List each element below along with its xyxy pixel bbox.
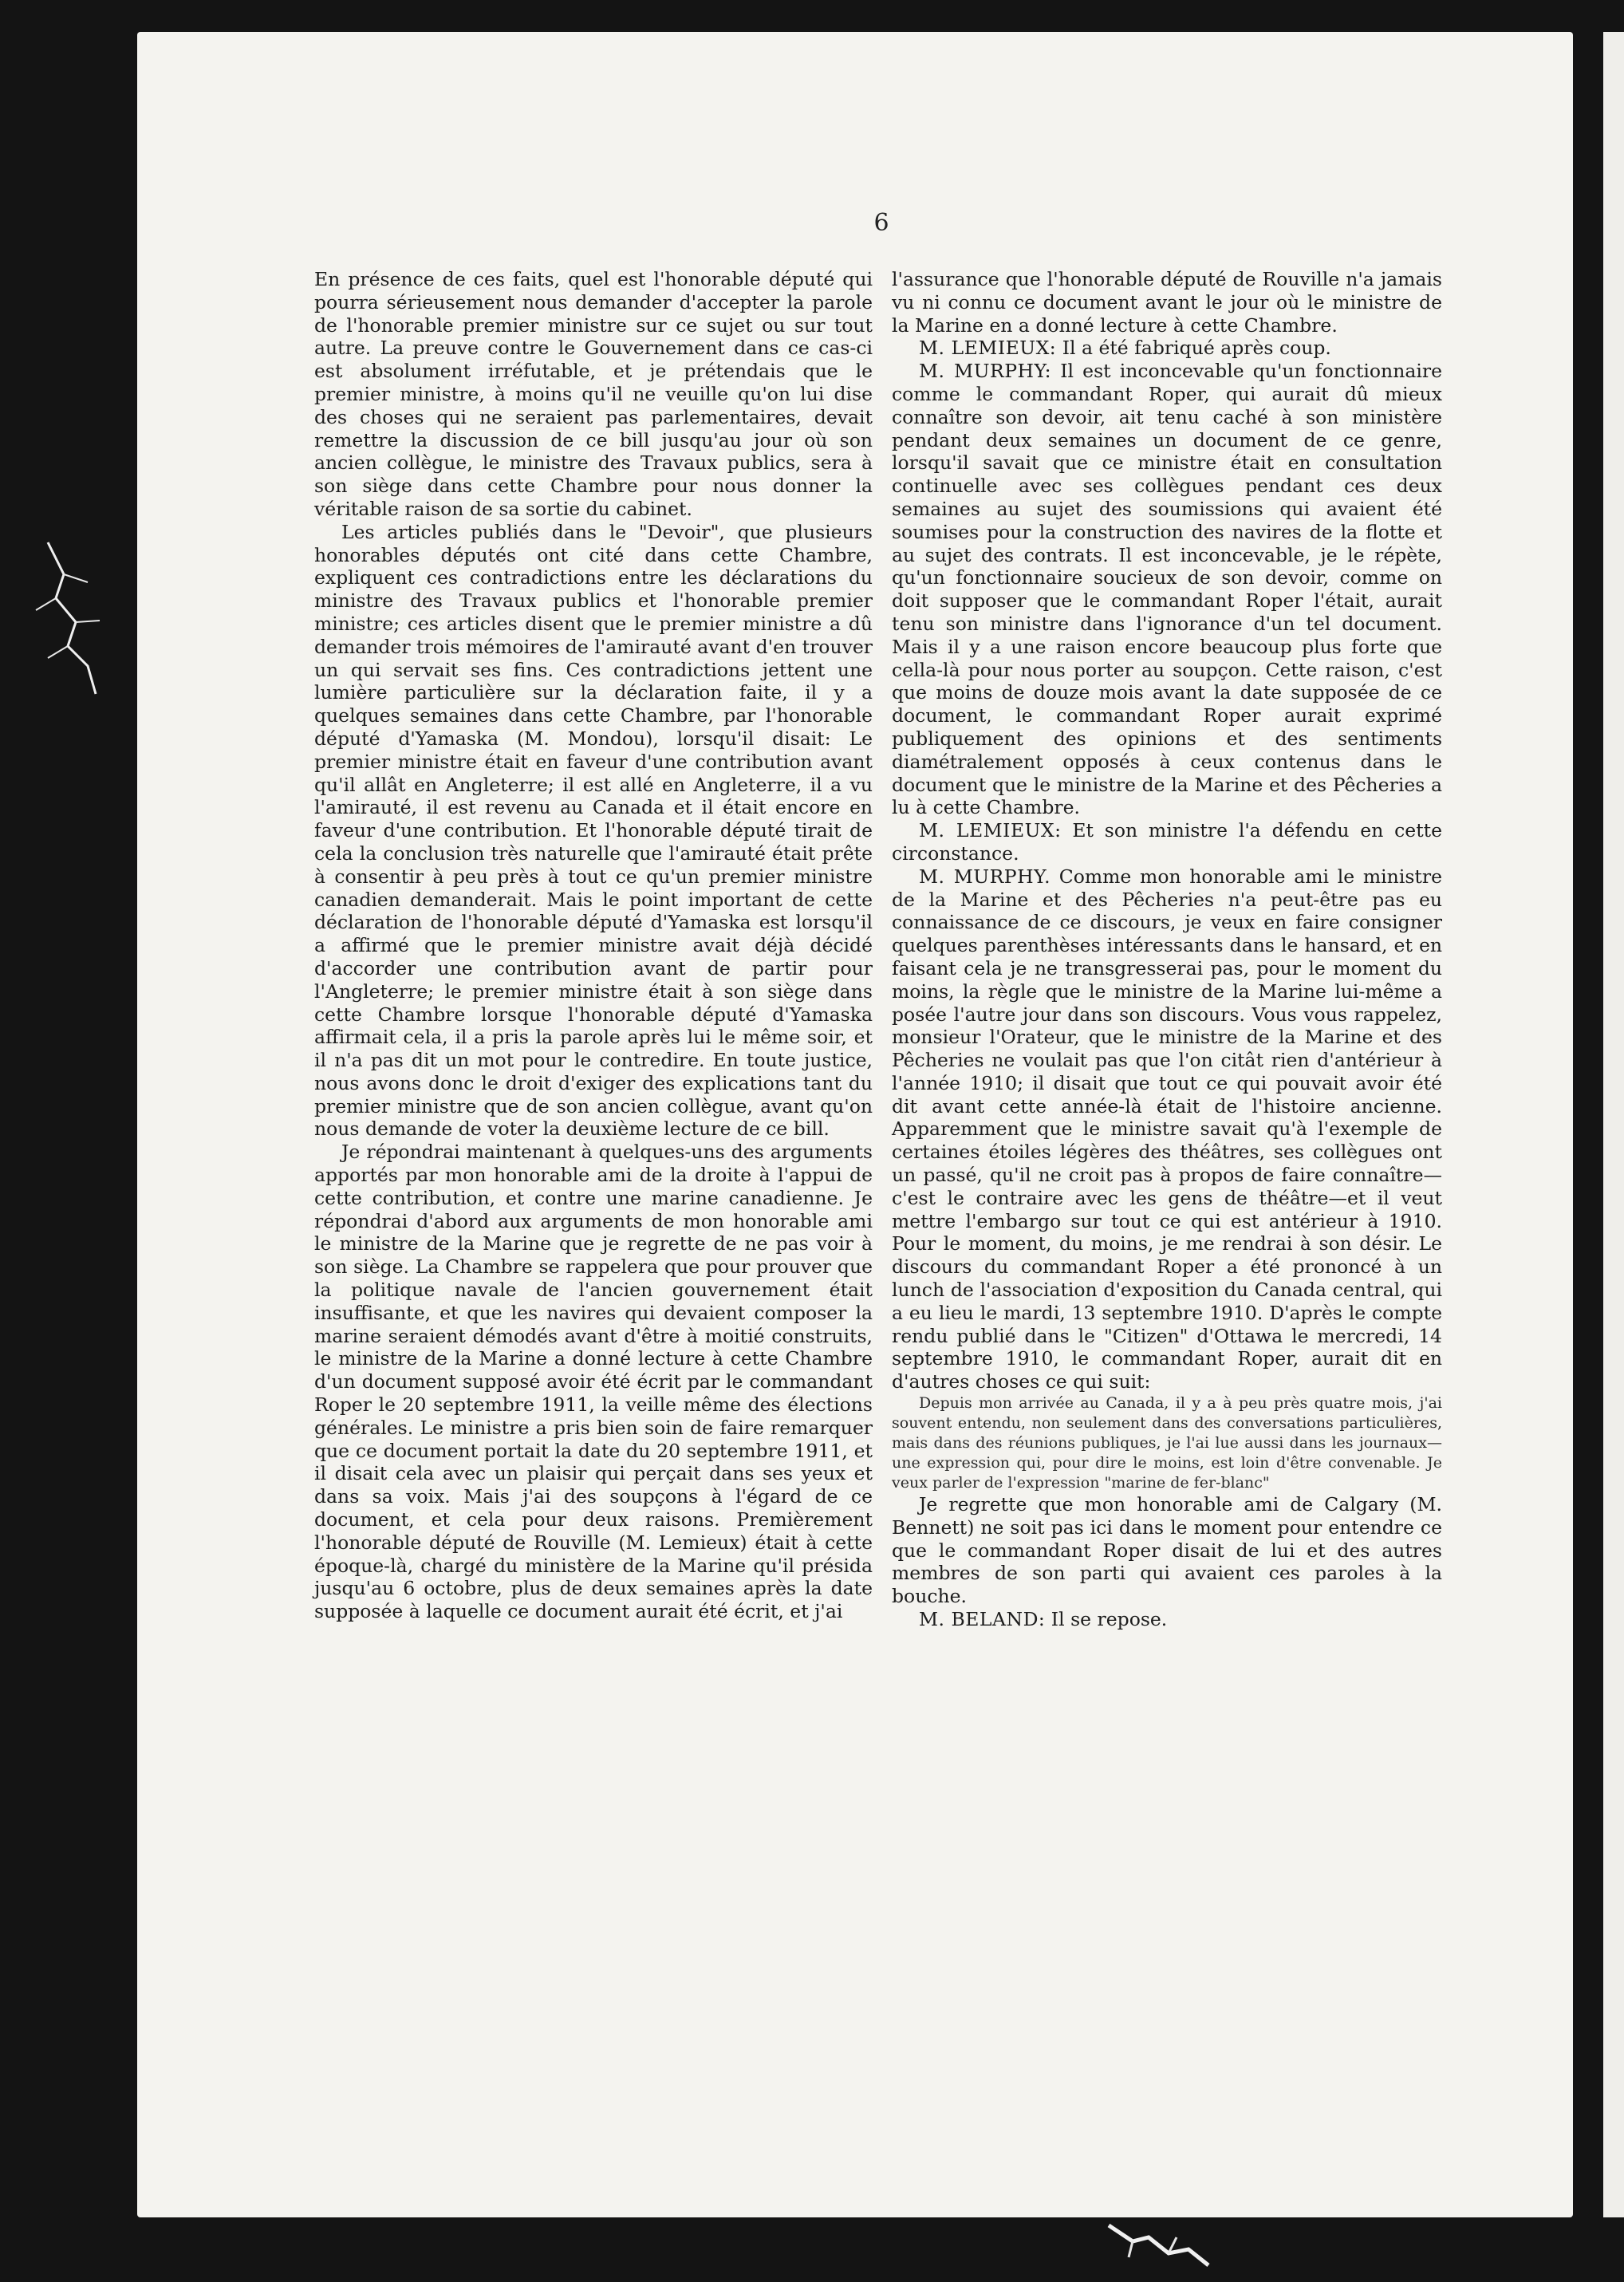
adjacent-page-edge bbox=[1603, 32, 1624, 2217]
text-column-right bbox=[892, 268, 1442, 1631]
speech-text: Il se repose. bbox=[1045, 1608, 1168, 1631]
speaker-name: M. MURPHY: bbox=[919, 360, 1052, 383]
speaker-name: M. LEMIEUX: bbox=[919, 819, 1062, 842]
speech-paragraph bbox=[892, 819, 1442, 865]
speech-paragraph bbox=[892, 337, 1442, 360]
speech-paragraph bbox=[892, 865, 1442, 1393]
speaker-name: M. MURPHY. bbox=[919, 865, 1051, 888]
text-column-left bbox=[314, 268, 873, 1623]
speech-text: Il est inconcevable qu'un fonctionnaire comme le commandant Roper, qui aurait dû mieux connaître son devoir, ait tenu caché à son ministère pendant deux semaines un document de ce genre, lorsqu'il savait que ce ministre était en consultation continuelle avec ses collègues pendant ces deux semaines au sujet des soumissions qui avaient été soumises pour la construction des navires de la flotte et au sujet des contrats. Il est inconcevable, je le répète, qu'un fonctionnaire soucieux de son devoir, comme on doit supposer que le commandant Roper l'était, aurait tenu son ministre dans l'ignorance d'un tel document. Mais il y a une raison encore beaucoup plus forte que cella-là pour nous porter au soupçon. Cette raison, c'est que moins de douze mois avant la date supposée de ce document, le commandant Roper aurait exprimé publiquement des opinions et des sentiments diamétralement opposés à ceux contenus dans le document que le ministre de la Marine et des Pêcheries a lu à cette Chambre. bbox=[892, 360, 1442, 819]
speaker-name: M. BELAND: bbox=[919, 1608, 1046, 1631]
speech-text: Comme mon honorable ami le ministre de la Marine et des Pêcheries n'a peut-être pas eu connaissance de ce discours, je veux en faire consigner quelques parenthèses intéressants dans le hansard, et en faisant cela je ne transgresserai pas, pour le moment du moins, la règle que le ministre de la Marine lui-même a posée l'autre jour dans son discours. Vous vous rappelez, monsieur l'Orateur, que le ministre de la Marine et des Pêcheries ne voulait pas que l'on citât rien d'antérieur à l'année 1910; il disait que tout ce qui pouvait avoir été dit avant cette année-là était de l'histoire ancienne. Apparemment que le ministre savait qu'à l'exemple de certaines étoiles légères des théâtres, ses collègues ont un passé, qu'il ne croit pas à propos de faire connaître—c'est le contraire avec les gens de théâtre—et il veut mettre l'embargo sur tout ce qui est antérieur à 1910. Pour le moment, du moins, je me rendrai à son désir. Le discours du commandant Roper a été prononcé à un lunch de l'association d'exposition du Canada central, qui a eu lieu le mardi, 13 septembre 1910. D'après le compte rendu publié dans le "Citizen" d'Ottawa le mercredi, 14 septembre 1910, le commandant Roper, aurait dit en d'autres choses ce qui suit: bbox=[892, 865, 1442, 1393]
speech-text: Il a été fabriqué après coup. bbox=[1056, 337, 1331, 360]
page-number: 6 bbox=[873, 209, 889, 237]
quoted-passage: Depuis mon arrivée au Canada, il y a à peu près quatre mois, j'ai souvent entendu, non seulement dans des conversations particulières, mais dans des réunions publiques, je l'ai lue aussi dans les journaux—une expression qui, pour dire le moins, est loin d'être convenable. Je veux parler de l'expression "marine de fer-blanc" bbox=[892, 1394, 1442, 1492]
body-paragraph: Je regrette que mon honorable ami de Calgary (M. Bennett) ne soit pas ici dans le moment pour entendre ce que le commandant Roper disait de lui et des autres membres de son parti qui avaient ces paroles à la bouche. bbox=[892, 1493, 1442, 1608]
speaker-name: M. LEMIEUX: bbox=[919, 337, 1057, 360]
body-paragraph: En présence de ces faits, quel est l'honorable député qui pourra sérieusement nous demander d'accepter la parole de l'honorable premier ministre sur ce sujet ou sur tout autre. La preuve contre le Gouvernement dans ce cas-ci est absolument irréfutable, et je prétendais que le premier ministre, à moins qu'il ne veuille qu'on lui dise des choses qui ne seraient pas parlementaires, devait remettre la discussion de ce bill jusqu'au jour où son ancien collègue, le ministre des Travaux publics, sera à son siège dans cette Chambre pour nous donner la véritable raison de sa sortie du cabinet. bbox=[314, 268, 873, 520]
body-paragraph: Je répondrai maintenant à quelques-uns des arguments apportés par mon honorable ami de la droite à l'appui de cette contribution, et contre une marine canadienne. Je répondrai d'abord aux arguments de mon honorable ami le ministre de la Marine que je regrette de ne pas voir à son siège. La Chambre se rappelera que pour prouver que la politique navale de l'ancien gouvernement était insuffisante, et que les navires qui devaient composer la marine seraient démodés avant d'être à moitié construits, le ministre de la Marine a donné lecture à cette Chambre d'un document supposé avoir été écrit par le commandant Roper le 20 septembre 1911, la veille même des élections générales. Le ministre a pris bien soin de faire remarquer que ce document portait la date du 20 septembre 1911, et il disait cela avec un plaisir qui perçait dans ses yeux et dans sa voix. Mais j'ai des soupçons à l'égard de ce document, et cela pour deux raisons. Premièrement l'honorable député de Rouville (M. Lemieux) était à cette époque-là, chargé du ministère de la Marine qu'il présida jusqu'au 6 octobre, plus de deux semaines après la date supposée à laquelle ce document aurait été écrit, et j'ai bbox=[314, 1141, 873, 1623]
scan-debris-left bbox=[0, 526, 112, 734]
speech-paragraph bbox=[892, 1608, 1442, 1631]
body-paragraph: l'assurance que l'honorable député de Rouville n'a jamais vu ni connu ce document avant le jour où le ministre de la Marine en a donné lecture à cette Chambre. bbox=[892, 268, 1442, 337]
body-paragraph: Les articles publiés dans le "Devoir", que plusieurs honorables députés ont cité dans cette Chambre, expliquent ces contradictions entre les déclarations du ministre des Travaux publics et l'honorable premier ministre; ces articles disent que le premier ministre a dû demander trois mémoires de l'amirauté avant d'en trouver un qui servait ses fins. Ces contradictions jettent une lumière particulière sur la déclaration faite, il y a quelques semaines dans cette Chambre, par l'honorable député d'Yamaska (M. Mondou), lorsqu'il disait: Le premier ministre était en faveur d'une contribution avant qu'il allât en Angleterre; il est allé en Angleterre, il a vu l'amirauté, il est revenu au Canada et il était encore en faveur d'une contribution. Et l'honorable député tirait de cela la conclusion très naturelle que l'amirauté était prête à consentir à peu près à tout ce qu'un premier ministre canadien demanderait. Mais le point important de cette déclaration de l'honorable député d'Yamaska est lorsqu'il a affirmé que le premier ministre avait déjà décidé d'accorder une contribution avant de partir pour l'Angleterre; le premier ministre était à son siège dans cette Chambre lorsque l'honorable député d'Yamaska affirmait cela, il a pris la parole après lui le même soir, et il n'a pas dit un mot pour le contredire. En toute justice, nous avons donc le droit d'exiger des explications tant du premier ministre que de son ancien collègue, avant qu'on nous demande de voter la deuxième lecture de ce bill. bbox=[314, 520, 873, 1141]
speech-paragraph bbox=[892, 360, 1442, 819]
scan-debris-bottom bbox=[1101, 2213, 1220, 2277]
speech-text: Et son ministre l'a défendu en cette circonstance. bbox=[892, 819, 1443, 865]
